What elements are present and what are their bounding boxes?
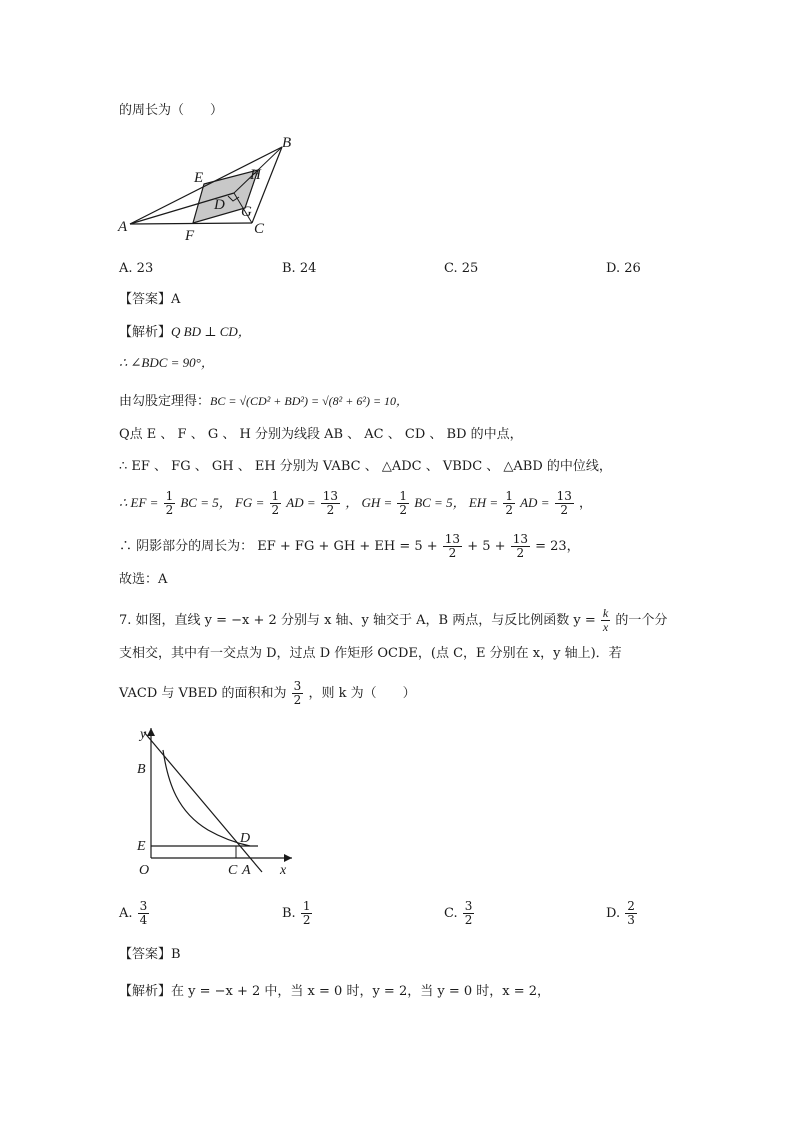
q7-label-A: A xyxy=(242,863,251,878)
q6-analysis-3: 由勾股定理得：BC = √(CD² + BD²) = √(8² + 6²) = 10， xyxy=(119,394,409,409)
q6-option-d[interactable]: D. 26 xyxy=(606,261,641,276)
q7-option-a[interactable]: A. $\frac{3}{4}$ xyxy=(119,899,148,927)
q7-label-O: O xyxy=(139,863,150,878)
q6-stem-tail: 的周长为（ ） xyxy=(119,103,224,118)
q7-label-E: E xyxy=(137,839,146,854)
q6-conclusion: 故选：A xyxy=(119,572,168,587)
q7-stem-3: VACD 与 VBED 的面积和为 $\frac{3}{2}$ ，则 k 为（ ） xyxy=(119,679,416,707)
q6-label-C: C xyxy=(254,221,265,237)
q6-analysis-7: ∴ 阴影部分的周长为： EF + FG + GH + EH = 5 + $\frac{13}{2}$ + 5 + $\frac{13}{2}$ = 23， xyxy=(119,532,580,560)
q6-label-H: H xyxy=(250,167,261,183)
q6-option-c[interactable]: C. 25 xyxy=(444,261,479,276)
q7-option-b[interactable]: B. $\frac{1}{2}$ xyxy=(282,899,311,927)
q7-label-C: C xyxy=(228,863,238,878)
q6-label-G: G xyxy=(241,204,252,220)
q7-analysis-1: 【解析】在 y = −x + 2 中，当 x = 0 时，y = 2，当 y = 0 时，x = 2， xyxy=(119,984,551,999)
q6-label-F: F xyxy=(185,228,195,240)
q6-analysis-4: Q点 E 、 F 、 G 、 H 分别为线段 AB 、 AC 、 CD 、 BD 的中点， xyxy=(119,427,523,442)
q7-label-D: D xyxy=(240,831,251,846)
q6-analysis-1: 【解析】Q BD ⊥ CD， xyxy=(119,324,251,340)
q6-analysis-6: ∴ EF = $\frac{1}{2}$ BC = 5， FG = $\frac{1}{2}$ AD = $\frac{13}{2}$ ， GH = $\frac{1}{2}$ BC = 5， EH = $\frac{1}{2}$ AD = $\frac{13}{2}$ ， xyxy=(119,489,593,517)
q7-label-B: B xyxy=(137,762,146,777)
q6-answer: 【答案】A xyxy=(119,292,181,307)
q7-option-c[interactable]: C. $\frac{3}{2}$ xyxy=(444,899,473,927)
q6-label-E: E xyxy=(194,170,204,186)
q7-figure-graph xyxy=(130,722,298,882)
q6-option-b[interactable]: B. 24 xyxy=(282,261,317,276)
q6-analysis-2: ∴ ∠BDC = 90°， xyxy=(119,355,214,370)
q6-label-A: A xyxy=(118,219,128,235)
q7-answer: 【答案】B xyxy=(119,947,181,962)
q6-figure-quadrilateral xyxy=(112,128,312,240)
q7-stem-1: 7. 如图，直线 y = −x + 2 分别与 x 轴、y 轴交于 A，B 两点，与反比例函数 y = $\frac{k}{x}$ 的一个分 xyxy=(119,606,668,634)
q7-label-y: y xyxy=(140,727,147,742)
q6-option-a[interactable]: A. 23 xyxy=(119,261,154,276)
q6-label-D: D xyxy=(214,197,225,213)
q6-analysis-5: ∴ EF 、 FG 、 GH 、 EH 分别为 VABC 、 △ADC 、 VBDC 、 △ABD 的中位线， xyxy=(119,459,612,474)
q6-label-B: B xyxy=(282,135,292,151)
q7-stem-2: 支相交，其中有一交点为 D，过点 D 作矩形 OCDE，(点 C，E 分别在 x，y 轴上)．若 xyxy=(119,646,622,661)
q7-option-d[interactable]: D. $\frac{2}{3}$ xyxy=(606,899,635,927)
q7-label-x: x xyxy=(280,863,287,878)
